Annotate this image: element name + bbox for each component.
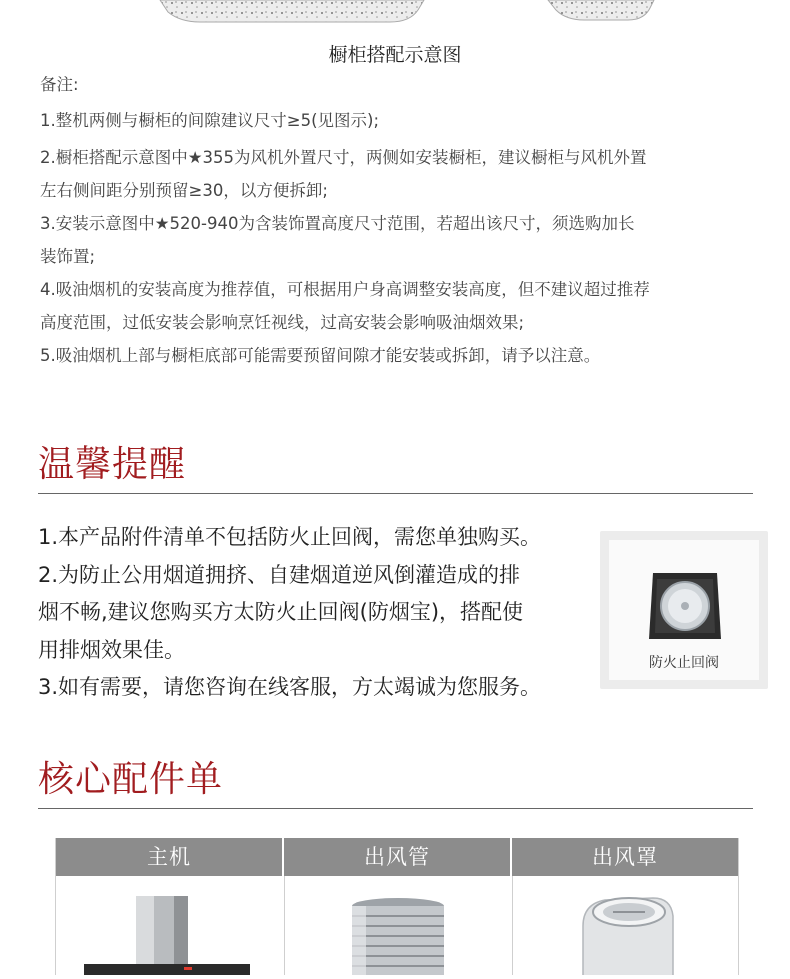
cabinet-diagram-fragment: [0, 0, 790, 30]
accessory-header: 出风管: [284, 838, 510, 876]
reminder-divider: [38, 493, 753, 494]
reminder-line: 烟不畅,建议您购买方太防火止回阀(防烟宝)，搭配使: [38, 600, 524, 624]
accessory-column: [284, 838, 512, 975]
accessories-title: 核心配件单: [38, 759, 224, 800]
note-line: 5.吸油烟机上部与橱柜底部可能需要预留间隙才能安装或拆卸，请予以注意。: [40, 346, 601, 365]
accessory-header: 主机: [56, 838, 282, 876]
note-line: 1.整机两侧与橱柜的间隙建议尺寸≥5(见图示);: [40, 111, 379, 130]
note-line: 2.橱柜搭配示意图中★355为风机外置尺寸，两侧如安装橱柜，建议橱柜与风机外置: [40, 148, 647, 167]
note-line: 装饰置;: [40, 247, 96, 266]
accessory-column: [56, 838, 284, 975]
fire-check-valve-caption: 防火止回阀: [649, 655, 719, 671]
notes-label: 备注:: [40, 75, 79, 94]
accessories-divider: [38, 808, 753, 809]
fire-check-valve-icon: [645, 565, 725, 645]
range-hood-icon: [56, 876, 282, 975]
note-line: 4.吸油烟机的安装高度为推荐值，可根据用户身高调整安装高度，但不建议超过推荐: [40, 280, 650, 299]
accessories-table: [55, 838, 739, 975]
reminder-line: 2.为防止公用烟道拥挤、自建烟道逆风倒灌造成的排: [38, 562, 521, 587]
reminder-title: 温馨提醒: [38, 444, 187, 485]
accessory-column: [512, 838, 738, 975]
note-line: 高度范围，过低安装会影响烹饪视线，过高安装会影响吸油烟效果;: [40, 313, 525, 332]
exhaust-duct-icon: [285, 876, 511, 975]
reminder-list: [38, 519, 603, 707]
accessory-header: 出风罩: [512, 838, 738, 876]
notes-block: [40, 70, 755, 372]
outlet-cover-icon: [513, 876, 739, 975]
reminder-line: 3.如有需要，请您咨询在线客服，方太竭诚为您服务。: [38, 675, 542, 699]
reminder-line: 用排烟效果佳。: [38, 637, 185, 662]
note-line: 左右侧间距分别预留≥30，以方便拆卸;: [40, 181, 328, 200]
reminder-line: 1.本产品附件清单不包括防火止回阀，需您单独购买。: [38, 525, 542, 549]
fire-check-valve-card: [600, 531, 768, 689]
note-line: 3.安装示意图中★520-940为含装饰置高度尺寸范围，若超出该尺寸，须选购加长: [40, 214, 635, 233]
diagram-caption: 橱柜搭配示意图: [328, 44, 462, 66]
